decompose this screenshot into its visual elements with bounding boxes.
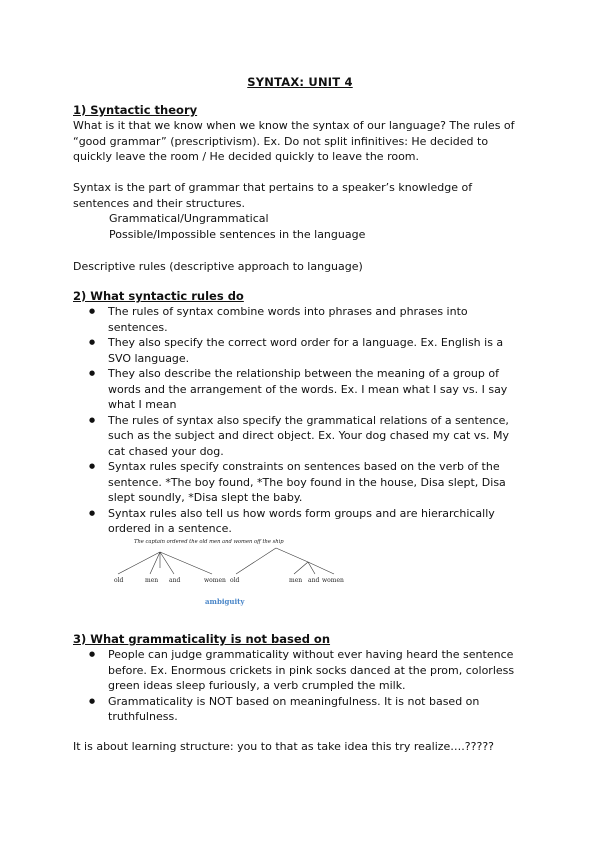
- list-item: ● Syntax rules also tell us how words form groups and are hierarchically ordered in a sentence.: [73, 506, 528, 537]
- section-1-indent-1: Grammatical/Ungrammatical: [109, 212, 269, 225]
- list-item: ● People can judge grammaticality without ever having heard the sentence before. Ex. Enormous crickets in pink socks danced at the prom, colorless green ideas sleep furiously, a verb crumpled the milk.: [73, 647, 528, 694]
- section-1-heading: 1) Syntactic theory: [73, 103, 198, 117]
- list-item: ● The rules of syntax combine words into phrases and phrases into sentences.: [73, 304, 528, 335]
- right-tree-branches: [236, 548, 334, 574]
- right-leaf-women: women: [322, 577, 344, 584]
- section-1-paragraph-2: Syntax is the part of grammar that pertains to a speaker’s knowledge of sentences and their structures.: [73, 181, 473, 210]
- section-1-paragraph-3: Descriptive rules (descriptive approach to language): [73, 260, 363, 273]
- section-3-heading: 3) What grammaticality is not based on: [73, 632, 331, 646]
- section-1-paragraph-1: What is it that we know when we know the syntax of our language? The rules of “good grammar” (prescriptivism). Ex. Do not split infinitives: He decided to quickly leave the room / He decided quickly to leave the room.: [73, 119, 515, 163]
- diagram-caption: ambiguity: [205, 597, 245, 606]
- list-item: ● Syntax rules specify constraints on sentences based on the verb of the sentence. *The boy found, *The boy found in the house, Disa slept, Disa slept soundly, *Disa slept the baby.: [73, 459, 528, 506]
- list-item: ● Grammaticality is NOT based on meaningfulness. It is not based on truthfulness.: [73, 694, 528, 725]
- diagram-sentence: The captain ordered the old men and women off the ship: [134, 539, 284, 545]
- left-leaf-men: men: [145, 577, 159, 584]
- section-2-heading: 2) What syntactic rules do: [73, 289, 244, 303]
- ambiguity-tree-diagram: [108, 534, 353, 612]
- list-item: ● They also describe the relationship between the meaning of a group of words and the arrangement of the words. Ex. I mean what I say vs. I say what I mean: [73, 366, 528, 413]
- right-leaf-and: and: [308, 577, 320, 584]
- section-1-indent-2: Possible/Impossible sentences in the language: [109, 228, 366, 241]
- right-leaf-men: men: [289, 577, 303, 584]
- list-item: ● They also specify the correct word order for a language. Ex. English is a SVO language.: [73, 335, 528, 366]
- document-title: SYNTAX: UNIT 4: [247, 75, 353, 89]
- list-item: ● The rules of syntax also specify the grammatical relations of a sentence, such as the subject and direct object. Ex. Your dog chased my cat vs. My cat chased your dog.: [73, 413, 528, 460]
- closing-paragraph: It is about learning structure: you to that as take idea this try realize….?????: [73, 740, 494, 753]
- left-leaf-and: and: [169, 577, 181, 584]
- left-leaf-women: women: [204, 577, 226, 584]
- left-leaf-old: old: [114, 577, 124, 584]
- section-3-bullet-list: [73, 647, 528, 725]
- section-2-bullet-list: [73, 304, 528, 537]
- left-tree-branches: [118, 552, 212, 574]
- right-leaf-old: old: [230, 577, 240, 584]
